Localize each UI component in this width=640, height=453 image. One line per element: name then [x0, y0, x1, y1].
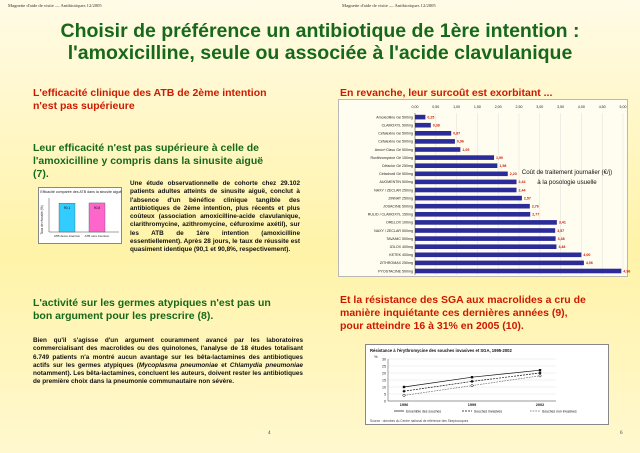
mini-chart-title: Efficacité comparée des ATB dans la sinusite aiguë	[40, 190, 122, 194]
resistance-ytick: 10	[382, 385, 386, 390]
cost-value-label: 3,57	[557, 228, 565, 233]
cost-bar-chart	[338, 99, 631, 277]
left-paragraph-1: Une étude observationnelle de cohorte chez 29.102 patients adultes atteints de sinusite aiguë, conclut à l'absence d'un bénéfice clinique tangible des antibiotiques de 2ème intention, plus récents et plus coûteux (association amoxicilline-acide clavulanique, clarithromycine, azithromycine, céfuroxime axétil), sur les ATB de 1ère intention (amoxicilline essentiellement). Après 28 jours, le taux de réussite est quasiment identique (90,1 et 90,8%, respectivement).	[130, 180, 300, 254]
page-number-right: 6	[620, 431, 623, 436]
mini-chart-ylabel: Taux de réussite (%)	[40, 205, 44, 235]
cost-tick-label: 1,00	[453, 105, 461, 109]
cost-tick-label: 0,00	[411, 105, 419, 109]
cost-category-label: Amox+Clavu Gé 500mg	[374, 147, 413, 152]
resistance-point	[471, 384, 473, 386]
cost-value-label: 4,00	[583, 253, 591, 258]
cost-value-label: 0,38	[432, 123, 440, 128]
cost-tick-label: 4,00	[577, 105, 585, 109]
resistance-point	[539, 375, 541, 377]
cost-category-label: Roxithromycine Gé 150mg	[370, 155, 413, 160]
left-paragraph-2-part-c: notamment). Les bêta-lactamines, concluent les auteurs, doivent rester les antibiotiques de première choix dans la pneumonie communautaire non sévère.	[33, 370, 303, 386]
resistance-ytick: 20	[382, 371, 386, 376]
resistance-point	[539, 369, 541, 371]
mini-bar-label-1: ATB 2ème intention	[53, 234, 81, 238]
resistance-legend-label: Souches invasives	[474, 409, 503, 414]
cost-category-label: KETEK 400mg	[389, 253, 413, 258]
cost-bar	[415, 253, 581, 258]
cost-category-label: IZILOX 400mg	[389, 245, 413, 249]
running-header-right: Magnette d'aide de visite — Antibiotiques 12/2005	[342, 3, 436, 8]
cost-chart-caption-line1: Coût de traitement journalier (€/j)	[521, 169, 613, 176]
mini-bar-value-2: 90,8	[93, 205, 101, 210]
cost-value-label: 2,44	[518, 188, 526, 193]
cost-bar	[415, 180, 517, 185]
left-heading-efficacy-line1: L'efficacité clinique des ATB de 2ème intention	[33, 87, 267, 99]
resistance-point	[538, 371, 541, 374]
cost-bar	[415, 188, 517, 193]
resistance-legend-label: Ensemble des souches	[406, 409, 442, 414]
cost-category-label: NAXY / ZECLAR 250mg	[374, 188, 413, 193]
cost-tick-label: 1,50	[473, 105, 481, 109]
cost-category-label: ZINNAT 250mg	[388, 196, 413, 201]
cost-category-label: Céfadroxil Gé 500mg	[379, 172, 413, 177]
resistance-ytick: 0	[384, 399, 386, 404]
cost-chart-caption	[507, 168, 627, 188]
resistance-ytick: 25	[382, 364, 386, 369]
left-heading-efficacy	[33, 87, 313, 113]
cost-bar	[415, 204, 530, 209]
cost-value-label: 2,57	[523, 196, 531, 201]
cost-category-label: Céfalexine Gé 500mg	[378, 139, 413, 144]
resistance-xtick: 2002	[535, 403, 545, 407]
right-heading-resistance	[340, 294, 630, 333]
cost-bar	[415, 244, 556, 249]
cost-bar	[415, 131, 451, 136]
resistance-legend-label: Souches non invasives	[542, 409, 577, 414]
cost-bar	[415, 196, 522, 201]
running-header-left: Magnette d'aide de visite — Antibiotiques 12/2005	[8, 3, 102, 8]
cost-value-label: 0,96	[456, 139, 464, 144]
page-title	[20, 20, 620, 64]
cost-category-label: Céfaclor Gé 250mg	[381, 164, 413, 168]
cost-tick-label: 3,50	[557, 105, 565, 109]
species-chlamydia: Chlamydia pneumoniae	[229, 361, 303, 369]
resistance-point	[402, 390, 405, 393]
left-paragraph-2-part-b: et	[217, 361, 230, 369]
left-paragraph-2-part-a: Bien qu'il s'agisse d'un argument couramment avancé par les laboratoires commercialisant des macrolides ou des quinolones, l'analyse de 18 études totalisant 6.749 patients n'a montré aucun avantage sur les bêta-lactamines des antibiotiques actifs sur les germes atypiques (	[33, 337, 303, 369]
resistance-ylabel: %	[374, 354, 378, 359]
right-heading-resistance-line1: Et la résistance des SGA aux macrolides a cru de	[340, 294, 586, 306]
cost-value-label: 1,09	[462, 147, 470, 152]
cost-category-label: JOSACINE 500mg	[383, 204, 413, 209]
cost-bar	[415, 212, 530, 217]
resistance-point	[403, 386, 405, 388]
title-line-1: Choisir de préférence un antibiotique de 1ère intention :	[60, 20, 580, 42]
cost-value-label: 2,23	[509, 172, 517, 177]
left-heading-sinusitis-line1: Leur efficacité n'est pas supérieure à celle de	[33, 142, 260, 154]
cost-category-label: RULID / CLAMOXYL 150mg	[367, 212, 413, 217]
cost-bar	[415, 147, 460, 152]
cost-value-label: 0,87	[453, 131, 461, 136]
resistance-chart-title: Résistance à l'érythromycine des souches invasives et SGA, 1995-2002	[370, 348, 512, 353]
resistance-ytick: 30	[382, 357, 386, 362]
cost-value-label: 3,48	[558, 245, 566, 249]
cost-category-label: ORELOX 100mg	[386, 220, 413, 225]
left-heading-atypical-line1: L'activité sur les germes atypiques n'est pas un	[33, 297, 271, 309]
cost-bar	[415, 123, 431, 128]
resistance-ytick: 5	[384, 392, 386, 397]
right-heading-resistance-line2: manière inquiétante ces dernières années (9),	[340, 307, 568, 319]
left-heading-efficacy-line2: n'est pas supérieure	[33, 100, 135, 112]
cost-value-label: 2,44	[518, 180, 526, 185]
cost-value-label: 3,41	[558, 220, 566, 225]
cost-value-label: 2,76	[531, 204, 539, 209]
left-heading-atypical-line2: bon argument pour les prescrire (8).	[33, 310, 214, 322]
cost-value-label: 3,38	[557, 236, 565, 241]
cost-category-label: TAVANIC 500mg	[386, 236, 413, 241]
cost-category-label: PYOSTACINE 500mg	[378, 269, 413, 274]
cost-chart-caption-line2: à la posologie usuelle	[537, 179, 597, 186]
cost-bar	[415, 163, 497, 168]
mini-bar-chart	[38, 187, 122, 244]
cost-value-label: 4,96	[623, 269, 631, 274]
cost-value-label: 4,06	[585, 261, 593, 266]
right-heading-cost: En revanche, leur surcoût est exorbitant ...	[340, 87, 553, 99]
cost-tick-label: 0,50	[432, 105, 440, 109]
mini-bar-label-2: ATB 1ère intention	[84, 234, 110, 238]
cost-bar	[415, 269, 621, 274]
cost-bar	[415, 220, 557, 225]
cost-category-label: ZITHROMAX 250mg	[379, 261, 413, 266]
cost-value-label: 2,77	[532, 212, 540, 217]
cost-bar	[415, 236, 556, 241]
left-heading-sinusitis	[33, 142, 318, 181]
resistance-ytick: 15	[382, 378, 386, 383]
left-heading-atypical	[33, 297, 318, 323]
cost-value-label: 1,98	[499, 164, 507, 168]
resistance-xtick: 1999	[467, 403, 477, 407]
left-paragraph-2	[33, 337, 303, 387]
cost-tick-label: 3,00	[536, 105, 544, 109]
cost-bar	[415, 172, 508, 177]
resistance-point	[471, 376, 473, 378]
cost-bar	[415, 261, 584, 266]
cost-bar	[415, 115, 425, 120]
cost-tick-label: 5,00	[619, 105, 627, 109]
cost-category-label: AUGMENTIN 500mg	[379, 180, 413, 185]
resistance-source: Source : données du Centre national de référence des Streptocoques	[370, 419, 469, 423]
title-line-2: l'amoxicilline, seule ou associée à l'acide clavulanique	[67, 42, 573, 64]
resistance-xtick: 1996	[399, 403, 409, 407]
mini-bar-value-1: 90,1	[63, 206, 71, 211]
resistance-point	[403, 394, 405, 396]
left-heading-sinusitis-line2: l'amoxicilline y compris dans la sinusite aiguë	[33, 155, 264, 167]
resistance-point	[470, 380, 473, 383]
right-heading-resistance-line3: pour atteindre 16 à 31% en 2005 (10).	[340, 320, 524, 332]
cost-bar	[415, 139, 455, 144]
cost-value-label: 0,25	[427, 115, 435, 120]
cost-category-label: NAXY / ZECLAR 500mg	[374, 228, 413, 233]
cost-category-label: Céfalexine Gé 500mg	[378, 131, 413, 136]
cost-category-label: CLAMOXYL 500mg	[381, 123, 413, 128]
cost-tick-label: 4,50	[598, 105, 606, 109]
left-heading-sinusitis-line3: (7).	[33, 168, 49, 180]
cost-bar	[415, 228, 555, 233]
cost-tick-label: 2,50	[515, 105, 523, 109]
resistance-line-chart	[365, 344, 609, 425]
cost-category-label: Amoxicilline Gé 500mg	[376, 115, 413, 120]
cost-bar	[415, 155, 494, 160]
cost-tick-label: 2,00	[494, 105, 502, 109]
cost-value-label: 1,90	[496, 155, 504, 160]
page-number-left: 4	[268, 431, 271, 436]
species-mycoplasma: Mycoplasma pneumoniae	[138, 361, 218, 369]
